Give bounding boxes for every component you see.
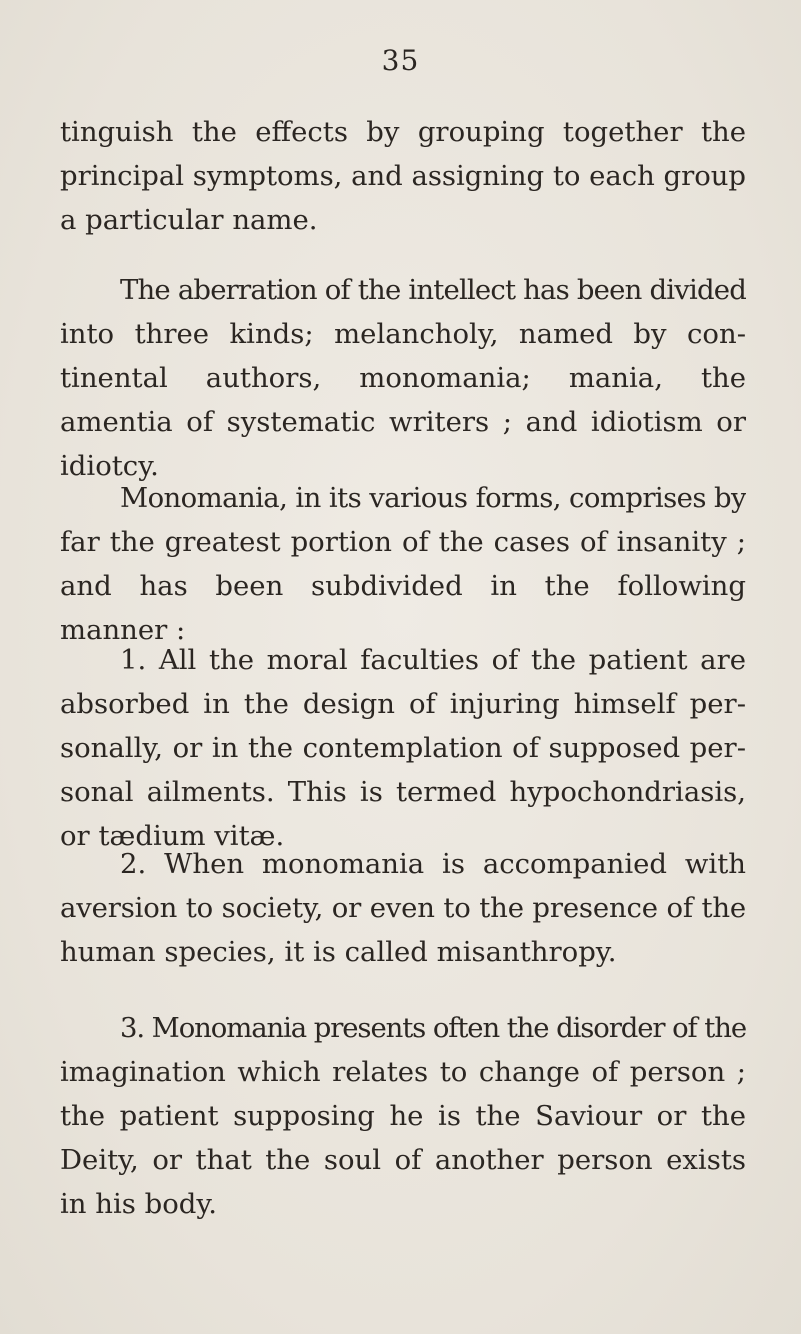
paragraph-3 <box>60 476 746 652</box>
paragraph-6 <box>60 1006 746 1226</box>
text-line: 3. Monomania presents often the disorder of the <box>120 1012 746 1044</box>
text-line: principal symptoms, and assigning to each group <box>60 160 746 192</box>
text-line: a particular name. <box>60 204 318 236</box>
text-line: Monomania, in its various forms, comprises by <box>120 482 746 514</box>
text-line: 1. All the moral faculties of the patient are <box>120 644 746 676</box>
text-line: idiotcy. <box>60 450 159 482</box>
paragraph-5 <box>60 842 746 974</box>
paragraph-2 <box>60 268 746 488</box>
text-line: sonal ailments. This is termed hypochondriasis, <box>60 776 746 808</box>
text-line: and has been subdivided in the following <box>60 570 746 602</box>
text-line: or tædium vitæ. <box>60 820 285 852</box>
text-line: manner : <box>60 614 186 646</box>
text-line: sonally, or in the contemplation of supposed per- <box>60 732 746 764</box>
text-line: tinguish the effects by grouping together the <box>60 116 746 148</box>
text-line: amentia of systematic writers ; and idiotism or <box>60 406 746 438</box>
text-line: in his body. <box>60 1188 217 1220</box>
text-line: aversion to society, or even to the presence of the <box>60 892 746 924</box>
text-line: 2. When monomania is accompanied with <box>120 848 746 880</box>
paragraph-1 <box>60 110 746 242</box>
page-number: 35 <box>381 44 420 77</box>
text-line: far the greatest portion of the cases of insanity ; <box>60 526 746 558</box>
text-line: tinental authors, monomania; mania, the <box>60 362 746 394</box>
text-line: Deity, or that the soul of another person exists <box>60 1144 746 1176</box>
paragraph-4 <box>60 638 746 858</box>
text-line: the patient supposing he is the Saviour or the <box>60 1100 746 1132</box>
text-line: into three kinds; melancholy, named by con- <box>60 318 746 350</box>
text-line: imagination which relates to change of person ; <box>60 1056 746 1088</box>
text-line: absorbed in the design of injuring himself per- <box>60 688 746 720</box>
text-line: human species, it is called misanthropy. <box>60 936 617 968</box>
text-line: The aberration of the intellect has been divided <box>120 274 746 306</box>
